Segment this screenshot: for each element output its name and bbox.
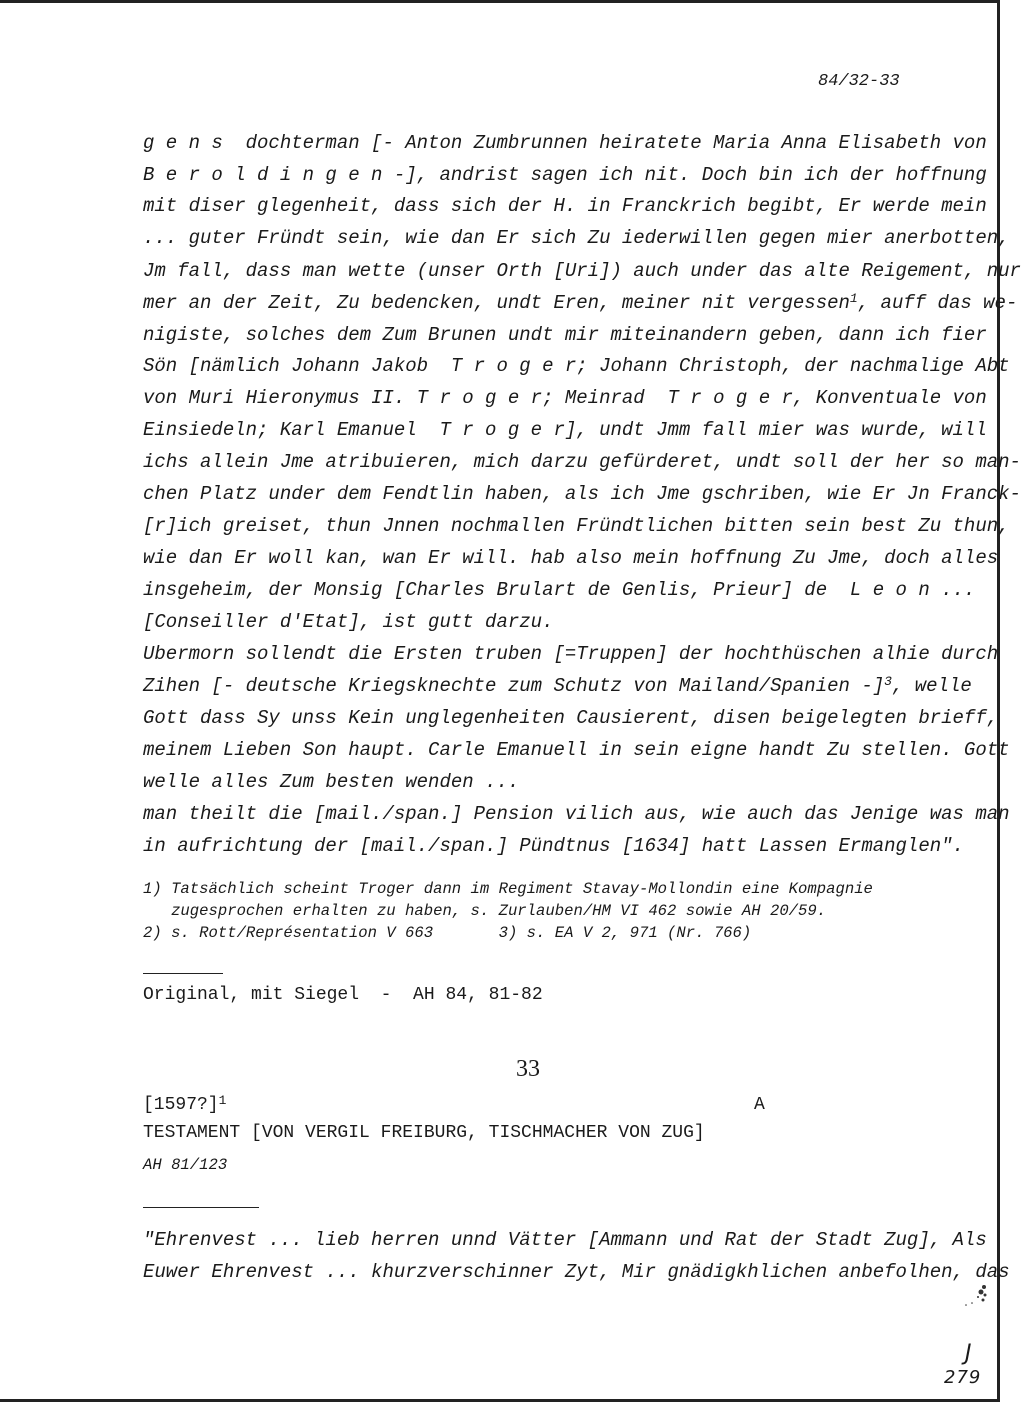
date-text: [1597?] [143, 1095, 219, 1115]
footnote: 1) Tatsächlich scheint Troger dann im Regiment Stavay-Mollondin eine Kompagnie [143, 880, 873, 898]
body-line [143, 675, 972, 697]
body-text: Zihen [- deutsche Kriegsknechte zum Schutz von Mailand/Spanien -] [143, 675, 885, 697]
body-line: Ubermorn sollendt die Ersten truben [=Truppen] der hochthüschen alhie durch [143, 643, 999, 665]
body-line: Sön [nämlich Johann Jakob T r o g e r; Johann Christoph, der nachmalige Abt [143, 355, 1010, 377]
scan-border-right [997, 0, 1000, 1402]
body-line: [r]ich greiset, thun Jnnen nochmallen Fründtlichen bitten sein best Zu thun, [143, 515, 1010, 537]
divider [143, 1207, 259, 1208]
body-line: Jm fall, dass man wette (unser Orth [Uri]) auch under das alte Reigement, nur [143, 260, 1021, 282]
body-line: nigiste, solches dem Zum Brunen undt mir miteinandern geben, dann ich fier [143, 324, 987, 346]
handwritten-page-number: 279 [944, 1367, 982, 1388]
body-line: in aufrichtung der [mail./span.] Pündtnus [1634] hatt Lassen Ermanglen". [143, 835, 964, 857]
archive-reference: AH 81/123 [143, 1156, 228, 1174]
body-line: chen Platz under dem Fendtlin haben, als ich Jme gschriben, wie Er Jn Franck- [143, 483, 1021, 505]
document-date [143, 1094, 226, 1116]
source-note: Original, mit Siegel - AH 84, 81-82 [143, 985, 543, 1005]
footnote: zugesprochen erhalten zu haben, s. Zurlauben/HM VI 462 sowie AH 20/59. [143, 902, 827, 920]
document-title: TESTAMENT [VON VERGIL FREIBURG, TISCHMACHER VON ZUG] [143, 1123, 705, 1143]
body-line: [Conseiller d'Etat], ist gutt darzu. [143, 611, 554, 633]
scan-border-top [0, 0, 1000, 3]
footnote: 2) s. Rott/Représentation V 663 3) s. EA V 2, 971 (Nr. 766) [143, 924, 752, 942]
body-line: B e r o l d i n g e n -], andrist sagen ich nit. Doch bin ich der hoffnung [143, 164, 987, 186]
document-category: A [754, 1095, 765, 1115]
body-line: man theilt die [mail./span.] Pension vilich aus, wie auch das Jenige was man [143, 803, 1010, 825]
body-line: Gott dass Sy unss Kein unglegenheiten Causierent, disen beigelegten brieff, [143, 707, 999, 729]
body-line: ... guter Fründt sein, wie dan Er sich Zu iederwillen gegen mier anerbotten, [143, 227, 1010, 249]
body-line [143, 292, 1017, 314]
ink-smudge [950, 1275, 990, 1315]
body-line: wie dan Er woll kan, wan Er will. hab also mein hoffnung Zu Jme, doch alles [143, 547, 999, 569]
body-line: mit diser glegenheit, dass sich der H. in Franckrich begibt, Er werde mein [143, 195, 987, 217]
body-text: mer an der Zeit, Zu bedencken, undt Eren, meiner nit vergessen [143, 292, 850, 314]
body-line: insgeheim, der Monsig [Charles Brulart de Genlis, Prieur] de L e o n ... [143, 579, 976, 601]
page-reference: 84/32-33 [818, 72, 900, 91]
body-text: , welle [891, 675, 972, 697]
body-line: ichs allein Jme atribuieren, mich darzu gefürderet, undt soll der her so man- [143, 451, 1021, 473]
body-text: , auff das we- [857, 292, 1018, 314]
body-line: meinem Lieben Son haupt. Carle Emanuell in sein eigne handt Zu stellen. Gott [143, 739, 1010, 761]
footnote-marker: 1 [849, 291, 858, 306]
quote-line: "Ehrenvest ... lieb herren unnd Vätter [Ammann und Rat der Stadt Zug], Als [143, 1229, 987, 1251]
body-line: Einsiedeln; Karl Emanuel T r o g e r], undt Jmm fall mier was wurde, will [143, 419, 987, 441]
handwritten-mark: J [965, 1341, 972, 1366]
body-line: von Muri Hieronymus II. T r o g e r; Meinrad T r o g e r, Konventuale von [143, 387, 987, 409]
document-number: 33 [516, 1056, 540, 1082]
body-line: welle alles Zum besten wenden ... [143, 771, 520, 793]
footnote-marker: 3 [884, 674, 892, 689]
quote-line: Euwer Ehrenvest ... khurzverschinner Zyt, Mir gnädigkhlichen anbefolhen, das [143, 1261, 1010, 1283]
footnote-marker: 1 [218, 1093, 227, 1108]
body-line: g e n s dochterman [- Anton Zumbrunnen heiratete Maria Anna Elisabeth von [143, 132, 987, 154]
divider [143, 973, 223, 974]
